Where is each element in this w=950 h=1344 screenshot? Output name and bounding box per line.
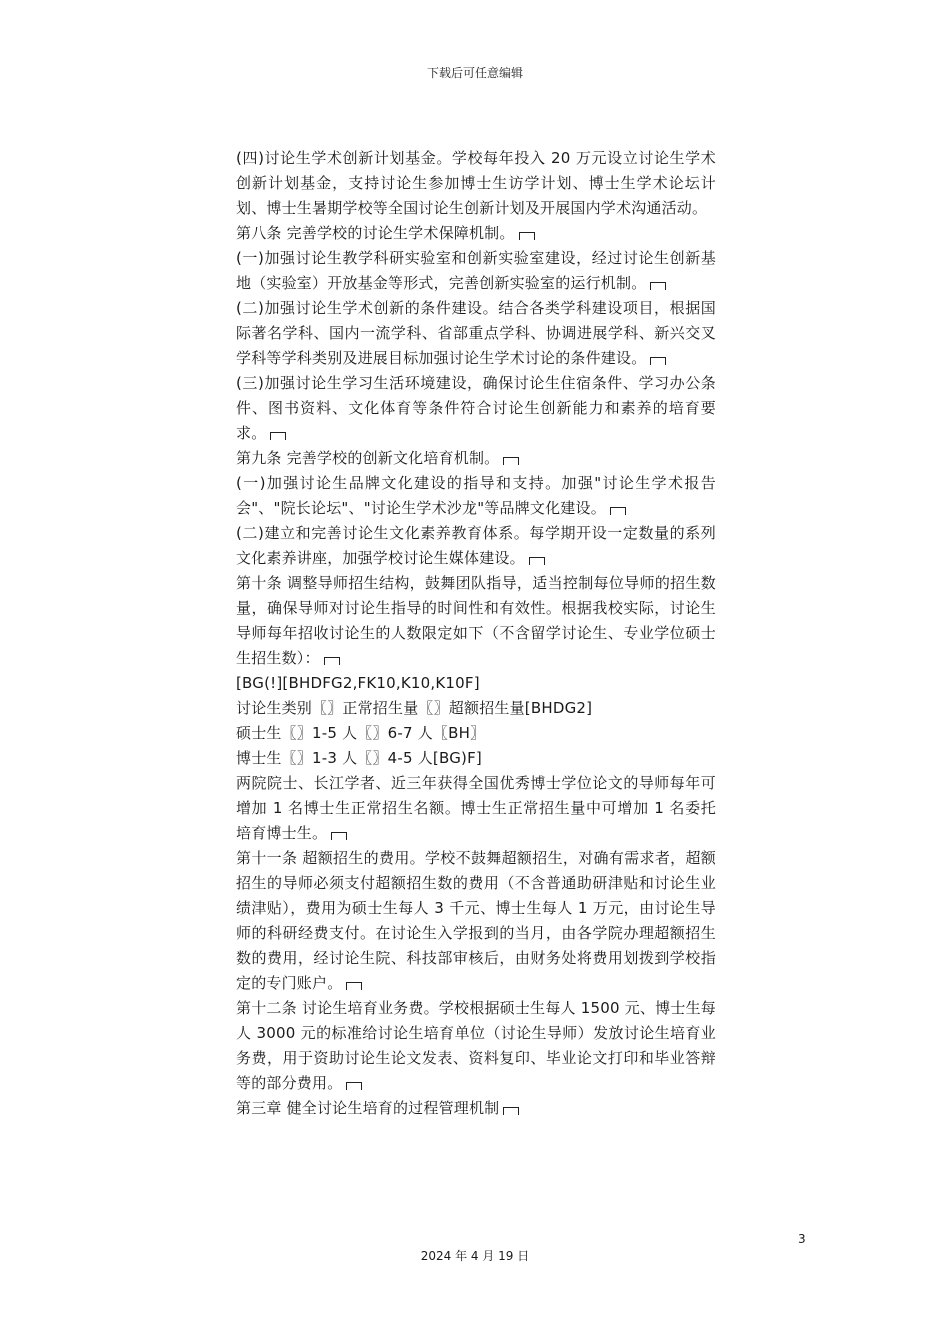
paragraph-text: 第九条 完善学校的创新文化培育机制。 xyxy=(236,449,500,467)
paragraph-text: (四)讨论生学术创新计划基金。学校每年投入 20 万元设立讨论生学术创新计划基金，支持讨论生参加博士生访学计划、博士生学术论坛计划、博士生暑期学校等全国讨论生创新计划及开展国内学术沟通活动。 xyxy=(236,149,716,217)
paragraph xyxy=(236,771,716,846)
paragraph-text: (二)建立和完善讨论生文化素养教育体系。每学期开设一定数量的系列文化素养讲座，加强学校讨论生媒体建设。 xyxy=(236,524,716,567)
paragraph-mark-icon xyxy=(346,1082,362,1090)
page-number: 3 xyxy=(798,1232,806,1246)
paragraph xyxy=(236,146,716,221)
paragraph xyxy=(236,246,716,296)
paragraph xyxy=(236,471,716,521)
paragraph-text: 两院院士、长江学者、近三年获得全国优秀博士学位论文的导师每年可增加 1 名博士生正常招生名额。博士生正常招生量中可增加 1 名委托培育博士生。 xyxy=(236,774,716,842)
paragraph-mark-icon xyxy=(529,557,545,565)
paragraph-mark-icon xyxy=(610,507,626,515)
paragraph-mark-icon xyxy=(324,657,340,665)
paragraph-text: 第八条 完善学校的讨论生学术保障机制。 xyxy=(236,224,515,242)
page-header: 下载后可任意编辑 xyxy=(426,66,523,80)
table-markup-line xyxy=(236,721,716,746)
table-markup-line xyxy=(236,696,716,721)
paragraph-text: (一)加强讨论生教学科研实验室和创新实验室建设，经过讨论生创新基地（实验室）开放基金等形式，完善创新实验室的运行机制。 xyxy=(236,249,716,292)
table-markup-line xyxy=(236,671,716,696)
paragraph-mark-icon xyxy=(331,832,347,840)
paragraph-mark-icon xyxy=(270,432,286,440)
article-heading xyxy=(236,996,716,1096)
paragraph-text: 第十一条 超额招生的费用。学校不鼓舞超额招生，对确有需求者，超额招生的导师必须支付超额招生数的费用（不含普通助研津贴和讨论生业绩津贴），费用为硕士生每人 3 千元、博士生每人 1 万元，由讨论生导师的科研经费支付。在讨论生入学报到的当月，由各学院办理超额招生数的费用，经讨论生院、科技部审核后，由财务处将费用划拨到学校指定的专门账户。 xyxy=(236,849,716,992)
article-heading xyxy=(236,446,716,471)
paragraph-text: (一)加强讨论生品牌文化建设的指导和支持。加强"讨论生学术报告会"、"院长论坛"、"讨论生学术沙龙"等品牌文化建设。 xyxy=(236,474,716,517)
paragraph-mark-icon xyxy=(650,357,666,365)
paragraph-mark-icon xyxy=(346,982,362,990)
article-heading xyxy=(236,221,716,246)
document-body xyxy=(236,146,716,1121)
paragraph-text: 博士生〖〗1-3 人〖〗4-5 人[BG)F] xyxy=(236,749,482,767)
table-markup-line xyxy=(236,746,716,771)
paragraph-text: 第十二条 讨论生培育业务费。学校根据硕士生每人 1500 元、博士生每人 3000 元的标准给讨论生培育单位（讨论生导师）发放讨论生培育业务费，用于资助讨论生论文发表、资料复印、毕业论文打印和毕业答辩等的部分费用。 xyxy=(236,999,716,1092)
paragraph-mark-icon xyxy=(503,1107,519,1115)
paragraph xyxy=(236,521,716,571)
chapter-heading xyxy=(236,1096,716,1121)
paragraph-text: 第十条 调整导师招生结构，鼓舞团队指导，适当控制每位导师的招生数量，确保导师对讨论生指导的时间性和有效性。根据我校实际，讨论生导师每年招收讨论生的人数限定如下（不含留学讨论生、专业学位硕士生招生数）： xyxy=(236,574,716,667)
paragraph-text: [BG(!][BHDFG2,FK10,K10,K10F] xyxy=(236,674,480,692)
footer-date: 2024 年 4 月 19 日 xyxy=(420,1249,530,1263)
paragraph-mark-icon xyxy=(650,282,666,290)
paragraph xyxy=(236,296,716,371)
paragraph-mark-icon xyxy=(519,232,535,240)
paragraph xyxy=(236,371,716,446)
article-heading xyxy=(236,846,716,996)
paragraph-text: 硕士生〖〗1-5 人〖〗6-7 人〖BH〗 xyxy=(236,724,486,742)
article-heading xyxy=(236,571,716,671)
paragraph-text: 第三章 健全讨论生培育的过程管理机制 xyxy=(236,1099,500,1117)
paragraph-text: (三)加强讨论生学习生活环境建设，确保讨论生住宿条件、学习办公条件、图书资料、文化体育等条件符合讨论生创新能力和素养的培育要求。 xyxy=(236,374,716,442)
paragraph-text: 讨论生类别〖〗正常招生量〖〗超额招生量[BHDG2] xyxy=(236,699,593,717)
paragraph-text: (二)加强讨论生学术创新的条件建设。结合各类学科建设项目，根据国际著名学科、国内一流学科、省部重点学科、协调进展学科、新兴交叉学科等学科类别及进展目标加强讨论生学术讨论的条件建设。 xyxy=(236,299,716,367)
paragraph-mark-icon xyxy=(503,457,519,465)
